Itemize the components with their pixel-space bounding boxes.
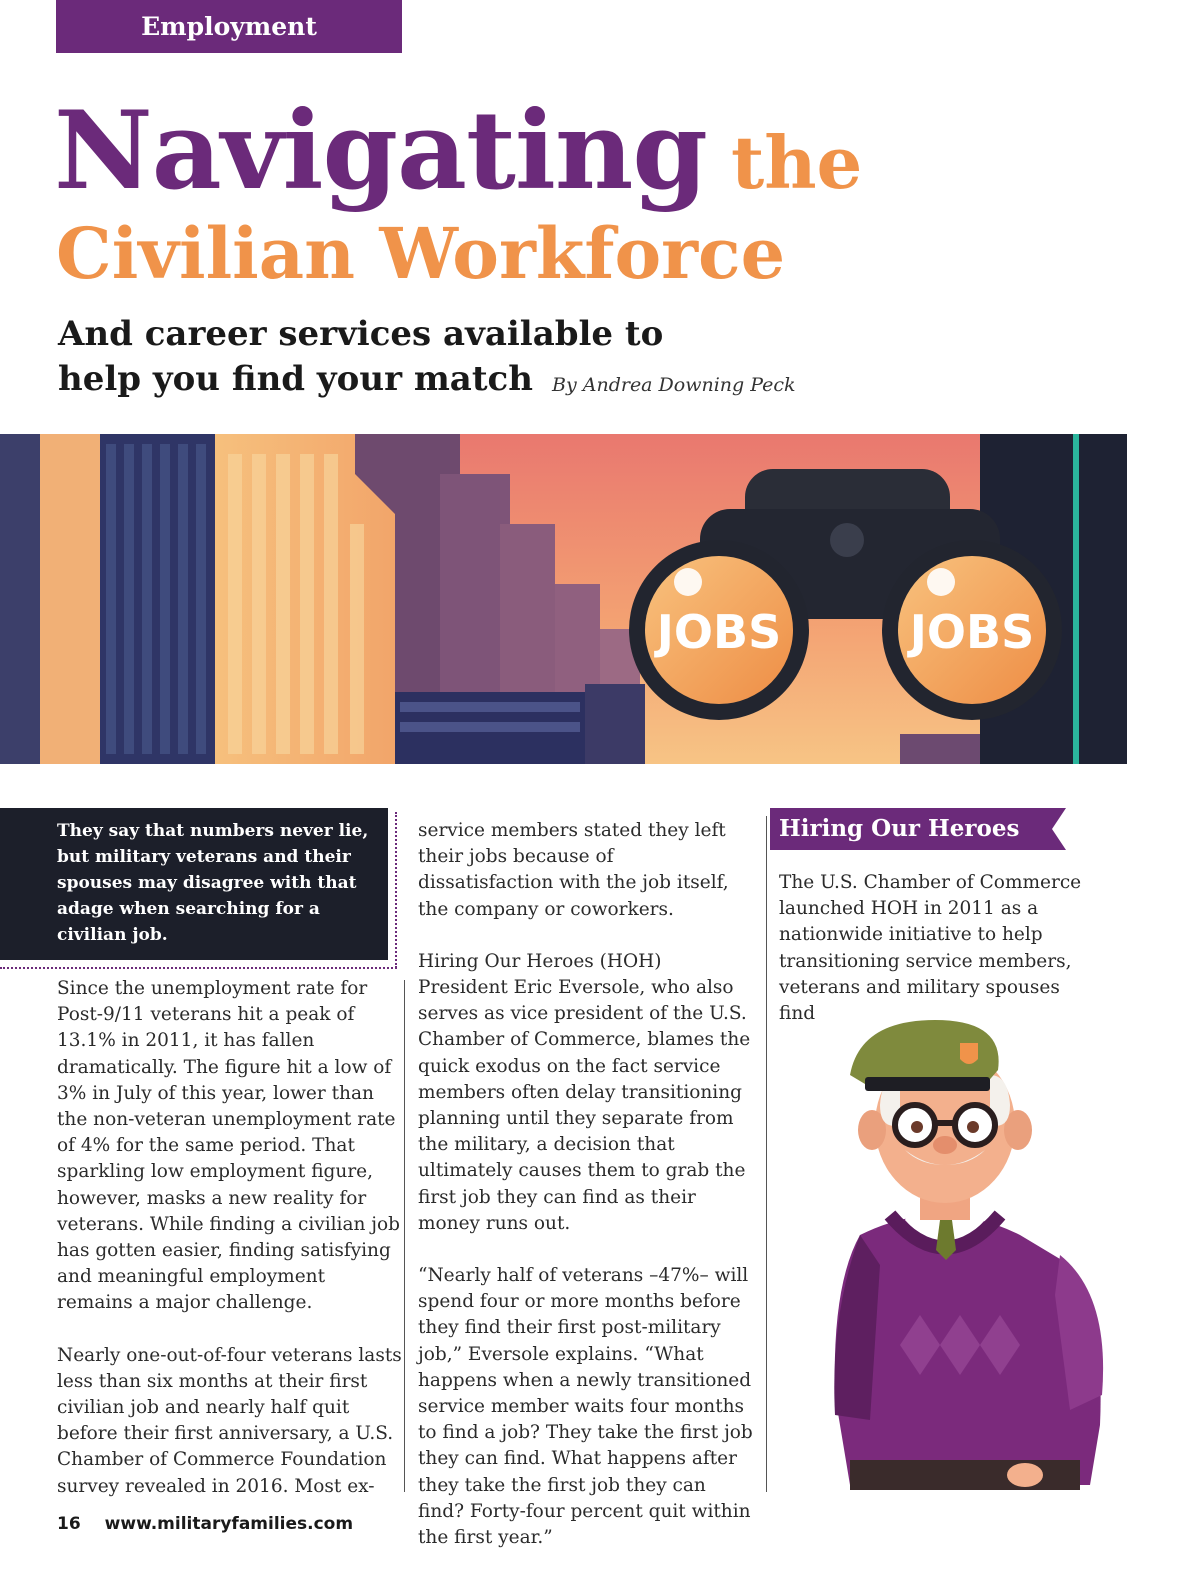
intro-dotted-rule-vertical — [395, 812, 397, 968]
lens-left-text: JOBS — [656, 605, 782, 659]
article-title-line2: Civilian Workforce — [56, 212, 786, 295]
hero-illustration — [0, 434, 1127, 764]
page-number: 16 — [57, 1514, 81, 1534]
paragraph: Since the unemployment rate for Post-9/11 veterans hit a peak of 13.1% in 2011, it has fallen dramatically. The figure hit a low of 3% in July of this year, lower than the non-veteran unemployment rate of 4% for the same period. That sparkling low employment figure, however, masks a new reality for veterans. While finding a civilian job has gotten easier, finding satisfying and meaningful employment remains a major challenge. — [57, 978, 400, 1314]
title-navigating: Navigating — [54, 88, 707, 214]
paragraph: Nearly one-out-of-four veterans lasts less than six months at their first civilian job and nearly half quit before their first anniversary, a U.S. Chamber of Commerce Foundation survey revealed in 2016. Most ex- — [57, 1344, 402, 1497]
section-tab: Employment — [56, 0, 402, 53]
column-rule — [404, 980, 405, 1492]
column-1 — [57, 976, 402, 1526]
paragraph: Hiring Our Heroes (HOH) President Eric Eversole, who also serves as vice president of the U.S. Chamber of Commerce, blames the quick exodus on the fact service members often delay transitioning planning until they separate from the military, a decision that ultimately causes them to grab the first job they can find as their money runs out. — [418, 950, 751, 1234]
subtitle-line2: help you find your match — [58, 359, 533, 399]
subtitle-line1: And career services available to — [58, 314, 664, 354]
intro-dotted-rule-horizontal — [0, 967, 397, 969]
paragraph: “Nearly half of veterans –47%– will spend four or more months before they find their first post-military job,” Eversole explains. “What happens when a newly transitioned service member waits four months to find a job? They take the first job they can find. What happens after they take the first job they can find? Forty-four percent quit within the first year.” — [418, 1265, 753, 1549]
veteran-illustration — [820, 1015, 1110, 1495]
page-footer — [57, 1514, 353, 1534]
byline: By Andrea Downing Peck — [552, 374, 796, 396]
sidebar-text: The U.S. Chamber of Commerce launched HOH in 2011 as a nationwide initiative to help transitioning service members, veterans and military spouses find — [779, 872, 1082, 1025]
column-rule — [766, 816, 767, 1492]
article-title-line1 — [54, 88, 862, 214]
title-the: the — [730, 120, 863, 205]
sidebar-heading: Hiring Our Heroes — [779, 815, 1020, 842]
column-2 — [418, 818, 753, 1577]
website-link[interactable]: www.militaryfamilies.com — [104, 1514, 354, 1534]
intro-box: They say that numbers never lie, but military veterans and their spouses may disagree with that adage when searching for a civilian job. — [0, 808, 388, 960]
paragraph: service members stated they left their jobs because of dissatisfaction with the job itself, the company or coworkers. — [418, 820, 729, 920]
lens-right-text: JOBS — [909, 605, 1035, 659]
